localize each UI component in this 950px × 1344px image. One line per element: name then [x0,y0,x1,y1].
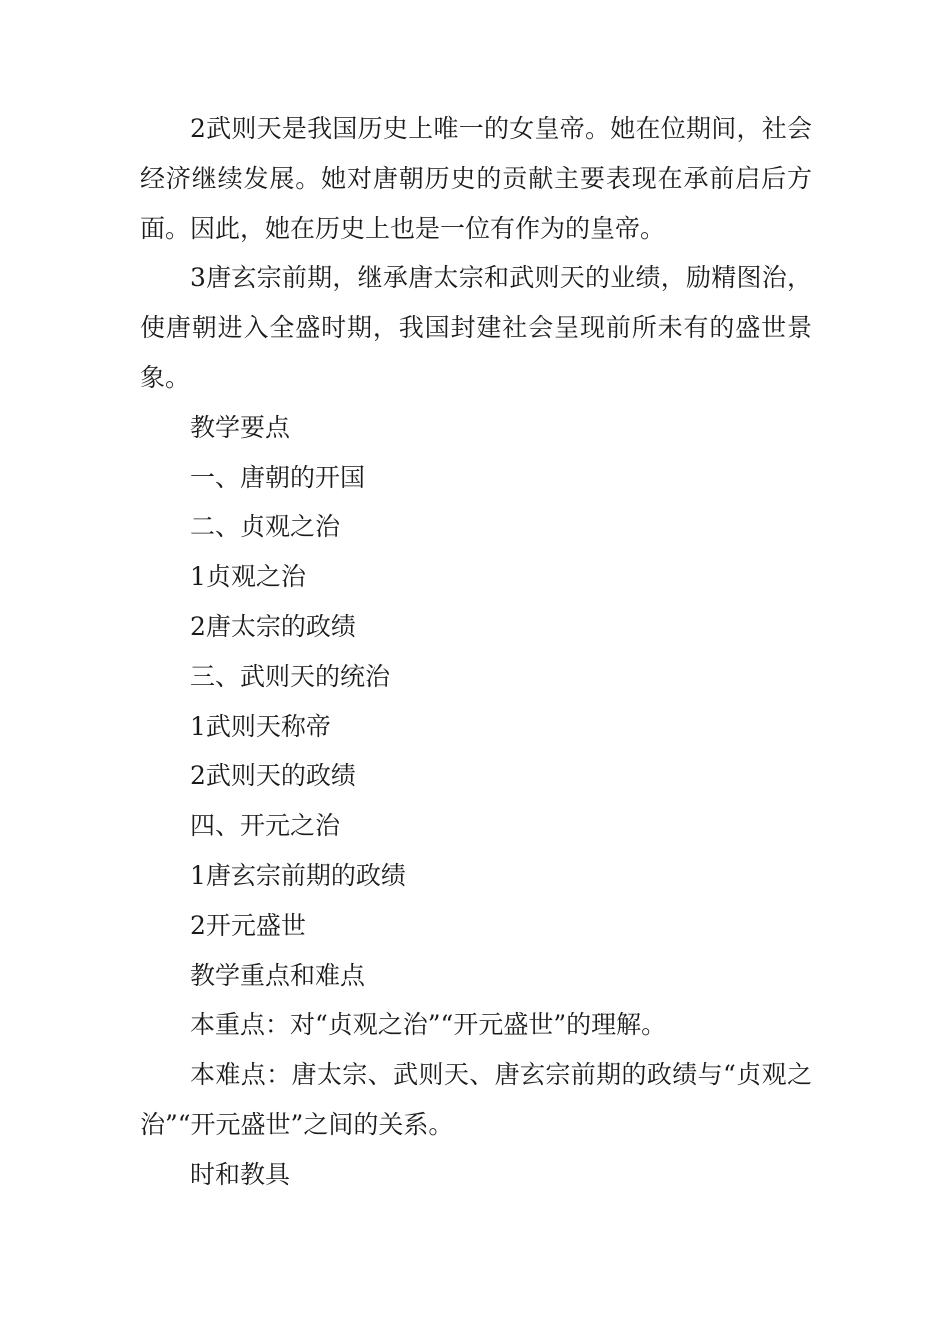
outline-item: 二、贞观之治 [190,512,341,542]
outline-item: 2唐太宗的政绩 [190,611,356,641]
outline-item: 1贞观之治 [190,562,306,592]
outline-item: 2武则天的政绩 [190,761,356,791]
heading-teaching-points: 教学要点 [190,412,291,442]
paragraph-xuanzong: 3唐玄宗前期，继承唐太宗和武则天的业绩，励精图治，使唐朝进入全盛时期，我国封建社会呈现前所未有的盛世景象。 [140,263,812,392]
outline-item: 四、开元之治 [190,811,341,841]
outline-item: 1唐玄宗前期的政绩 [190,860,406,890]
outline-item: 1武则天称帝 [190,711,331,741]
outline-item: 一、唐朝的开国 [190,462,366,492]
outline-item: 三、武则天的统治 [190,661,391,691]
outline-item: 2开元盛世 [190,910,306,940]
key-point-text: 本重点：对“贞观之治”“开元盛世”的理解。 [190,1010,667,1040]
heading-tools: 时和教具 [190,1159,291,1189]
paragraph-wuzetian: 2武则天是我国历史上唯一的女皇帝。她在位期间，社会经济继续发展。她对唐朝历史的贡献主要表现在承前启后方面。因此，她在历史上也是一位有作为的皇帝。 [140,114,812,243]
difficulty-paragraph: 本难点：唐太宗、武则天、唐玄宗前期的政绩与“贞观之治”“开元盛世”之间的关系。 [140,1060,812,1139]
heading-key-points: 教学重点和难点 [190,960,366,990]
document-body [140,104,812,1200]
